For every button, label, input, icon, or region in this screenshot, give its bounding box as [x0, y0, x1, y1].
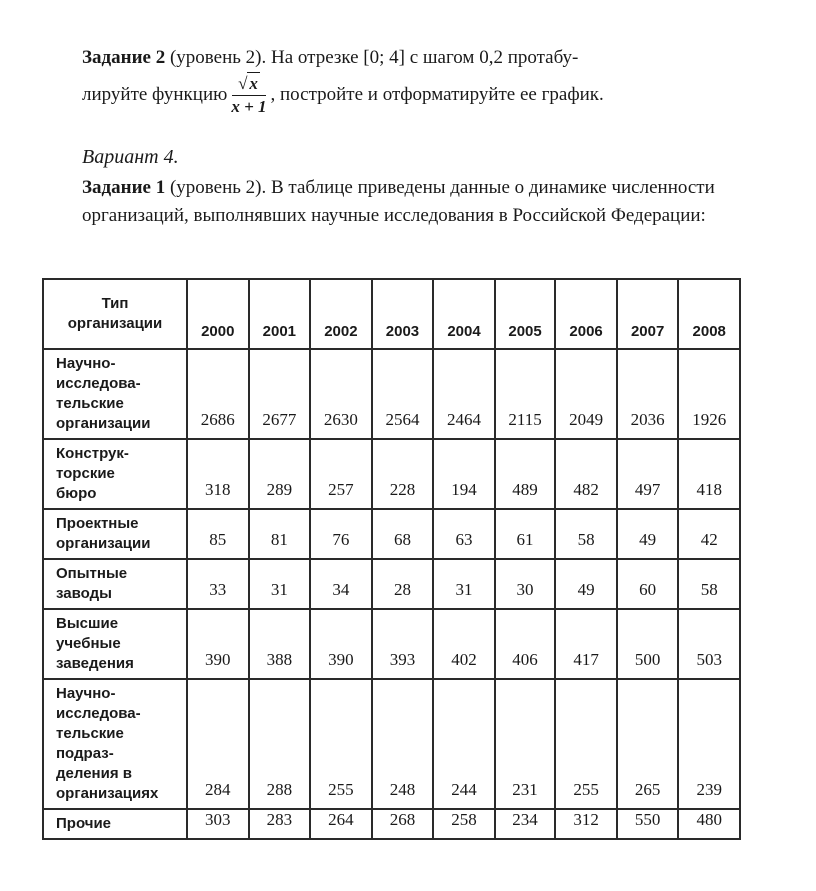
row-label-line: исследова-	[56, 705, 141, 722]
header-type	[43, 279, 187, 349]
table-cell: 63	[433, 509, 495, 559]
table-cell: 244	[433, 679, 495, 809]
table-cell: 2630	[310, 349, 372, 439]
table-cell: 312	[555, 809, 617, 839]
header-year: 2000	[187, 279, 249, 349]
table-cell: 390	[310, 609, 372, 679]
table-cell: 258	[433, 809, 495, 839]
task-2-label: Задание 2	[82, 47, 166, 68]
fraction-numerator: √ x	[232, 72, 266, 96]
header-year: 2003	[372, 279, 434, 349]
table-cell: 31	[433, 559, 495, 609]
table-row	[43, 609, 740, 679]
task-2-intro: (уровень 2). На отрезке [0; 4] с шагом 0,2 протабу-	[165, 47, 579, 68]
row-label-line: деления в	[56, 765, 132, 782]
table-row	[43, 809, 740, 839]
function-fraction	[231, 72, 266, 118]
row-label-line: Научно-	[56, 685, 116, 702]
table-row	[43, 679, 740, 809]
table-cell: 406	[495, 609, 555, 679]
header-year: 2007	[617, 279, 679, 349]
table-cell: 283	[249, 809, 311, 839]
table-cell: 417	[555, 609, 617, 679]
row-label	[43, 809, 187, 839]
table-cell: 268	[372, 809, 434, 839]
row-label-line: тельские	[56, 725, 124, 742]
table-cell: 68	[372, 509, 434, 559]
table-cell: 228	[372, 439, 434, 509]
row-label	[43, 679, 187, 809]
row-label-line: учебные	[56, 635, 121, 652]
table-cell: 58	[555, 509, 617, 559]
table-cell: 257	[310, 439, 372, 509]
table-cell: 81	[249, 509, 311, 559]
row-label	[43, 349, 187, 439]
table-cell: 390	[187, 609, 249, 679]
table-cell: 393	[372, 609, 434, 679]
table-cell: 288	[249, 679, 311, 809]
row-label-line: заведения	[56, 655, 134, 672]
table-cell: 503	[678, 609, 740, 679]
table-cell: 255	[555, 679, 617, 809]
table-cell: 194	[433, 439, 495, 509]
table-cell: 480	[678, 809, 740, 839]
table-row	[43, 439, 740, 509]
table-cell: 2036	[617, 349, 679, 439]
row-label-line: организации	[56, 535, 151, 552]
table-cell: 318	[187, 439, 249, 509]
table-cell: 264	[310, 809, 372, 839]
row-label-line: Опытные	[56, 565, 128, 582]
table-cell: 231	[495, 679, 555, 809]
table-cell: 388	[249, 609, 311, 679]
table-cell: 2686	[187, 349, 249, 439]
row-label	[43, 559, 187, 609]
table-cell: 85	[187, 509, 249, 559]
row-label-line: Научно-	[56, 355, 116, 372]
table-cell: 58	[678, 559, 740, 609]
table-cell: 2464	[433, 349, 495, 439]
task-2-line-2	[82, 72, 732, 118]
table-cell: 402	[433, 609, 495, 679]
table-cell: 265	[617, 679, 679, 809]
task-1-paragraph	[82, 174, 732, 230]
row-label-line: исследова-	[56, 375, 141, 392]
table-cell: 482	[555, 439, 617, 509]
variant-heading: Вариант 4.	[82, 146, 179, 168]
row-label-line: подраз-	[56, 745, 114, 762]
row-label	[43, 609, 187, 679]
table-cell: 418	[678, 439, 740, 509]
row-label-line: тельские	[56, 395, 124, 412]
row-label-line: организациях	[56, 785, 159, 802]
table-cell: 239	[678, 679, 740, 809]
row-label-line: Конструк-	[56, 445, 129, 462]
fraction-denominator: x + 1	[231, 97, 267, 116]
task-1-label: Задание 1	[82, 177, 166, 198]
table-cell: 255	[310, 679, 372, 809]
table-cell: 2677	[249, 349, 311, 439]
table-cell: 60	[617, 559, 679, 609]
table-cell: 42	[678, 509, 740, 559]
table-cell: 31	[249, 559, 311, 609]
table-cell: 30	[495, 559, 555, 609]
table-cell: 550	[617, 809, 679, 839]
row-label-line: Высшие	[56, 615, 119, 632]
header-year: 2005	[495, 279, 555, 349]
table-header-row	[43, 279, 740, 349]
table-cell: 234	[495, 809, 555, 839]
table-cell: 497	[617, 439, 679, 509]
sqrt-radicand: x	[249, 74, 258, 93]
table-cell: 500	[617, 609, 679, 679]
task-1-text: (уровень 2). В таблице приведены данные о динамике численности организаций, выполнявших научные исследования в Российской Федерации:	[82, 177, 715, 226]
table-row	[43, 559, 740, 609]
header-type-line: Тип	[101, 295, 129, 312]
row-label	[43, 509, 187, 559]
table-cell: 1926	[678, 349, 740, 439]
row-label-line: заводы	[56, 585, 112, 602]
row-label-line: Проектные	[56, 515, 139, 532]
header-year: 2006	[555, 279, 617, 349]
table-cell: 289	[249, 439, 311, 509]
table-cell: 2049	[555, 349, 617, 439]
table-cell: 33	[187, 559, 249, 609]
table-cell: 76	[310, 509, 372, 559]
table-cell: 248	[372, 679, 434, 809]
table-cell: 49	[617, 509, 679, 559]
table-cell: 284	[187, 679, 249, 809]
header-year: 2001	[249, 279, 311, 349]
table-cell: 28	[372, 559, 434, 609]
table-row	[43, 349, 740, 439]
table-cell: 2115	[495, 349, 555, 439]
header-year: 2004	[433, 279, 495, 349]
task-2-line-1	[82, 44, 732, 72]
task-2-paragraph	[82, 44, 732, 118]
header-type-line: организации	[67, 315, 163, 332]
organizations-table	[42, 278, 741, 840]
table-cell: 49	[555, 559, 617, 609]
row-label-line: Прочие	[56, 815, 112, 832]
header-year: 2002	[310, 279, 372, 349]
row-label	[43, 439, 187, 509]
header-year: 2008	[678, 279, 740, 349]
row-label-line: бюро	[56, 485, 97, 502]
table-cell: 2564	[372, 349, 434, 439]
table-cell: 489	[495, 439, 555, 509]
table-body	[43, 349, 740, 839]
table-row	[43, 509, 740, 559]
row-label-line: организации	[56, 415, 151, 432]
row-label-line: торские	[56, 465, 115, 482]
table-cell: 303	[187, 809, 249, 839]
table-cell: 34	[310, 559, 372, 609]
task-2-line-2-start: лируйте функцию	[82, 84, 228, 105]
task-2-line-2-end: , постройте и отформатируйте ее график.	[270, 84, 604, 105]
table-cell: 61	[495, 509, 555, 559]
